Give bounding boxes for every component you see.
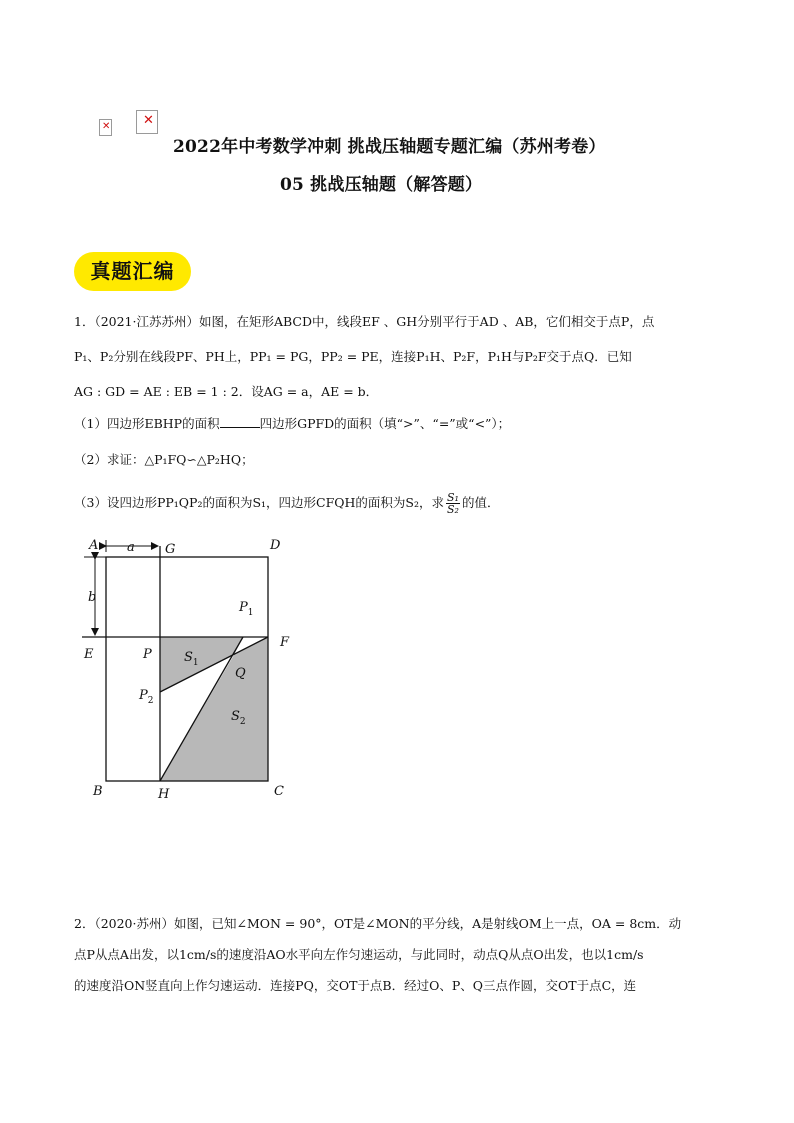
problem1-line2: P₁、P₂分别在线段PF、PH上，PP₁ = PG，PP₂ = PE，连接P₁H、P₂F，P₁H与P₂F交于点Q．已知: [74, 349, 632, 364]
problem2-line3: 的速度沿ON竖直向上作匀速运动．连接PQ，交OT于点B．经过O、P、Q三点作圆，交OT于点C，连: [74, 978, 637, 993]
problem2-line2: 点P从点A出发，以1cm/s的速度沿AO水平向左作匀速运动，与此同时，动点Q从点O出发，也以1cm/s: [74, 947, 644, 962]
label-b-point: B: [93, 784, 103, 799]
label-c: C: [274, 784, 284, 799]
close-icon: ✕: [102, 121, 111, 132]
page-title: 2022年中考数学冲刺 挑战压轴题专题汇编（苏州考卷）: [173, 137, 606, 157]
label-s1-sub: 1: [192, 658, 199, 668]
page-subtitle: 05 挑战压轴题（解答题）: [280, 175, 483, 195]
label-p2-sub: 2: [147, 696, 154, 706]
label-s1-main: S: [184, 650, 193, 665]
label-dim-a: a: [127, 540, 135, 555]
label-a-point: A: [89, 538, 99, 553]
problem2-line1: 2．（2020·苏州）如图，已知∠MON = 90°，OT是∠MON的平分线，A是射线OM上一点，OA = 8cm．动: [74, 916, 682, 931]
question1-text-before: （1）四边形EBHP的面积: [74, 416, 220, 431]
close-icon: ✕: [143, 113, 154, 128]
problem1-question2: （2）求证：△P₁FQ∽△P₂HQ；: [74, 452, 254, 467]
question1-text-after: 四边形GPFD的面积（填“>”、“=”或“<”）；: [259, 416, 511, 431]
label-h: H: [158, 787, 170, 802]
label-p1-main: P: [239, 600, 248, 615]
label-p1: [238, 600, 253, 618]
label-e: E: [84, 647, 94, 662]
label-g: G: [165, 542, 176, 557]
fraction-numerator: S₁: [447, 491, 459, 504]
problem1-line1: 1．（2021·江苏苏州）如图，在矩形ABCD中，线段EF 、GH分别平行于AD 、AB，它们相交于点P，点: [74, 314, 655, 329]
label-q: Q: [235, 666, 246, 681]
label-f: F: [280, 635, 290, 650]
label-p: P: [143, 647, 152, 662]
label-dim-b: b: [88, 590, 97, 605]
problem1-line3: AG : GD = AE : EB = 1 : 2．设AG = a，AE = b．: [74, 384, 379, 399]
label-s2-sub: 2: [239, 717, 246, 727]
label-p2-main: P: [139, 688, 148, 703]
label-s2-main: S: [231, 709, 240, 724]
question3-text-before: （3）设四边形PP₁QP₂的面积为S₁，四边形CFQH的面积为S₂，求: [74, 495, 444, 510]
label-p2: [138, 688, 153, 706]
label-d: D: [270, 538, 281, 553]
fraction-denominator: S₂: [447, 503, 459, 516]
label-p1-sub: 1: [247, 608, 254, 618]
question3-text-after: 的值．: [461, 495, 500, 510]
section-badge: 真题汇编: [74, 252, 191, 291]
